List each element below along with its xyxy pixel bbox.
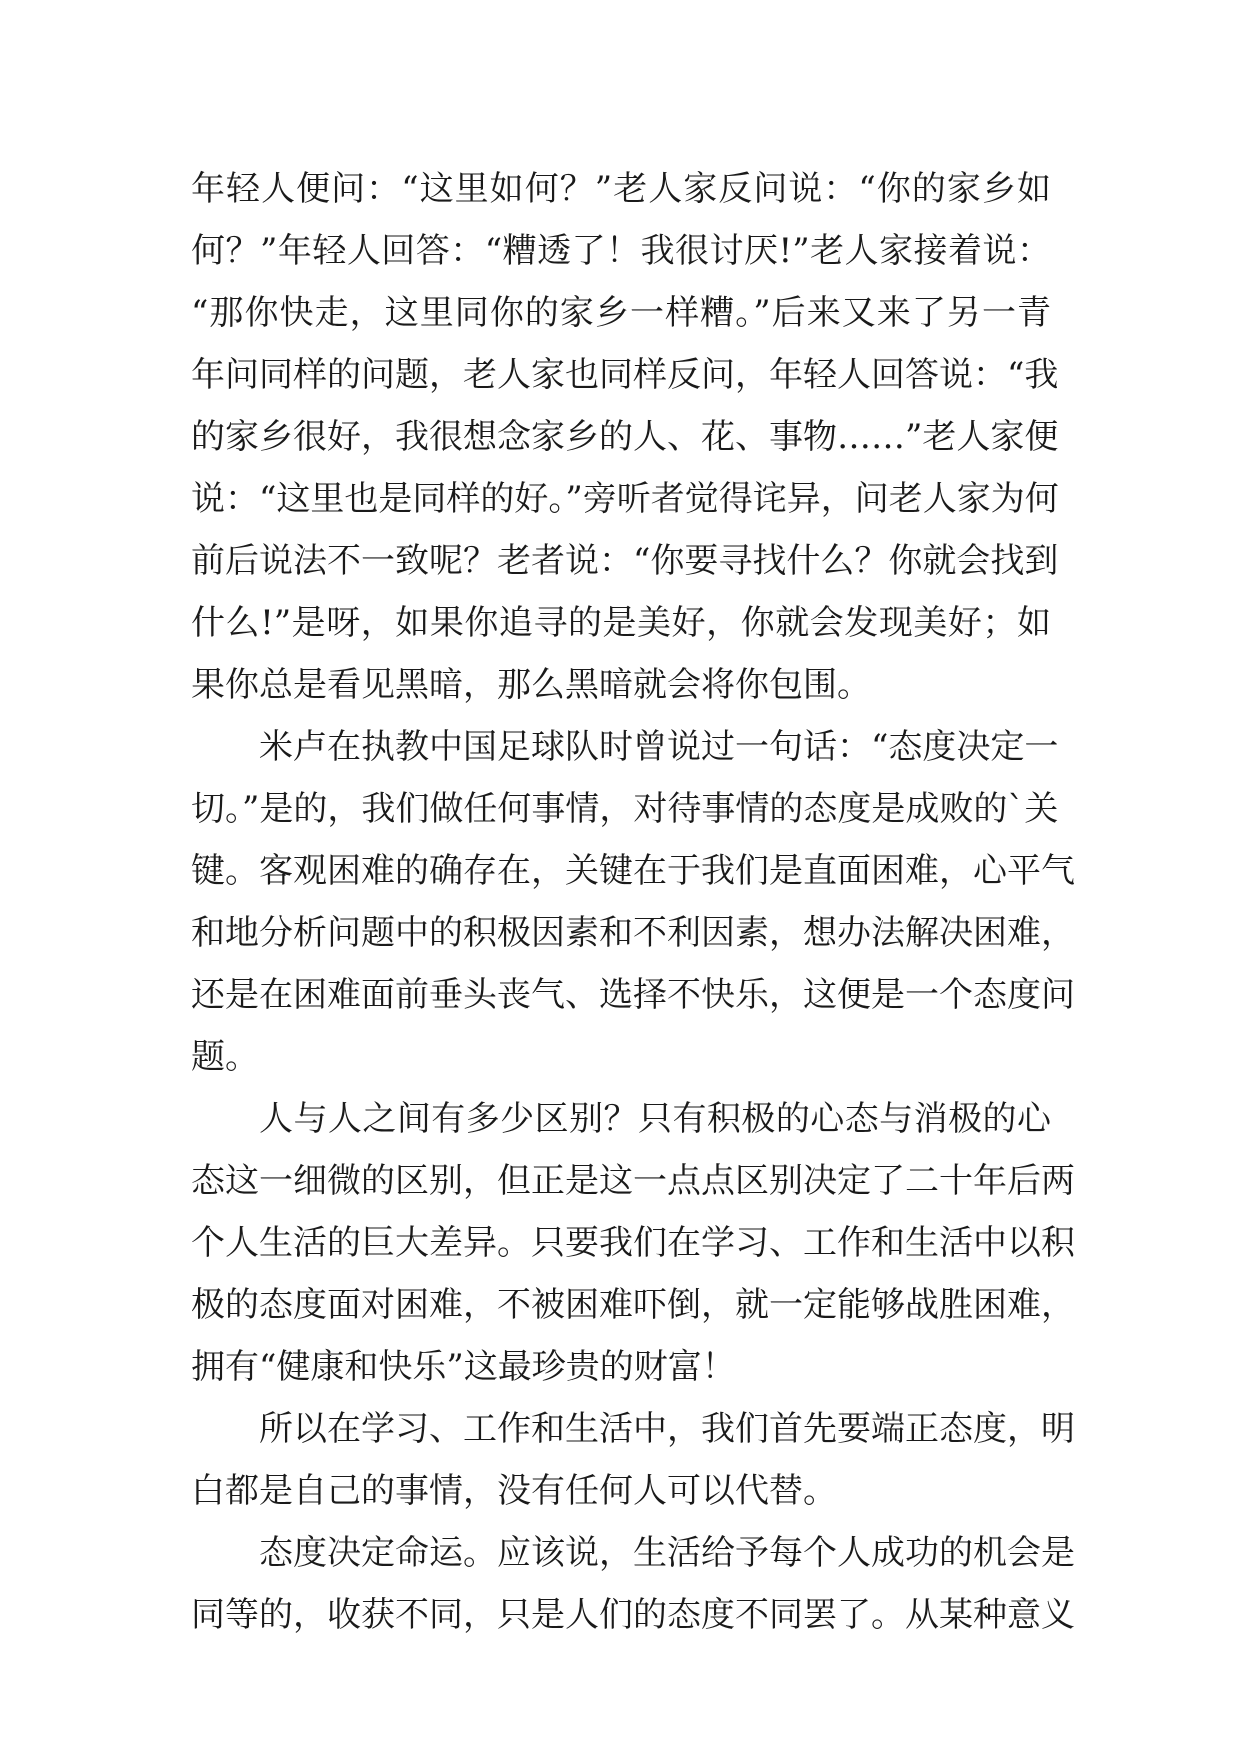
text-line: 白都是自己的事情，没有任何人可以代替。 — [191, 1471, 837, 1511]
text-line: 同等的，收获不同，只是人们的态度不同罢了。从某种意义 — [191, 1595, 1075, 1635]
text-line: 极的态度面对困难，不被困难吓倒，就一定能够战胜困难， — [191, 1285, 1075, 1325]
text-line: 人与人之间有多少区别？只有积极的心态与消极的心 — [259, 1099, 1051, 1139]
text-line: 什么!”是呀，如果你追寻的是美好，你就会发现美好；如 — [191, 603, 1051, 643]
text-line: 说：“这里也是同样的好。”旁听者觉得诧异，问老人家为何 — [191, 479, 1059, 519]
text-line: 题。 — [191, 1037, 259, 1077]
text-line: 态这一细微的区别，但正是这一点点区别决定了二十年后两 — [191, 1161, 1075, 1201]
text-line: “那你快走，这里同你的家乡一样糟。”后来又来了另一青 — [191, 293, 1051, 333]
text-line: 年轻人便问：“这里如何？”老人家反问说：“你的家乡如 — [191, 169, 1051, 209]
text-line: 所以在学习、工作和生活中，我们首先要端正态度，明 — [259, 1409, 1075, 1449]
text-line: 还是在困难面前垂头丧气、选择不快乐，这便是一个态度问 — [191, 975, 1075, 1015]
text-line: 果你总是看见黑暗，那么黑暗就会将你包围。 — [191, 665, 871, 705]
text-line: 态度决定命运。应该说，生活给予每个人成功的机会是 — [259, 1533, 1075, 1573]
text-line: 个人生活的巨大差异。只要我们在学习、工作和生活中以积 — [191, 1223, 1075, 1263]
text-line: 和地分析问题中的积极因素和不利因素，想办法解决困难， — [191, 913, 1075, 953]
text-line: 拥有“健康和快乐”这最珍贵的财富！ — [191, 1347, 736, 1387]
text-line: 前后说法不一致呢？老者说：“你要寻找什么？你就会找到 — [191, 541, 1059, 581]
text-line: 键。客观困难的确存在，关键在于我们是直面困难，心平气 — [191, 851, 1075, 891]
text-line: 何？”年轻人回答：“糟透了！我很讨厌!”老人家接着说： — [191, 231, 1051, 271]
text-line: 年问同样的问题，老人家也同样反问，年轻人回答说：“我 — [191, 355, 1059, 395]
text-line: 切。”是的，我们做任何事情，对待事情的态度是成败的`关 — [191, 789, 1059, 829]
body-text — [191, 158, 1075, 1646]
text-line: 的家乡很好，我很想念家乡的人、花、事物……”老人家便 — [191, 417, 1059, 457]
text-line: 米卢在执教中国足球队时曾说过一句话：“态度决定一 — [259, 727, 1059, 767]
